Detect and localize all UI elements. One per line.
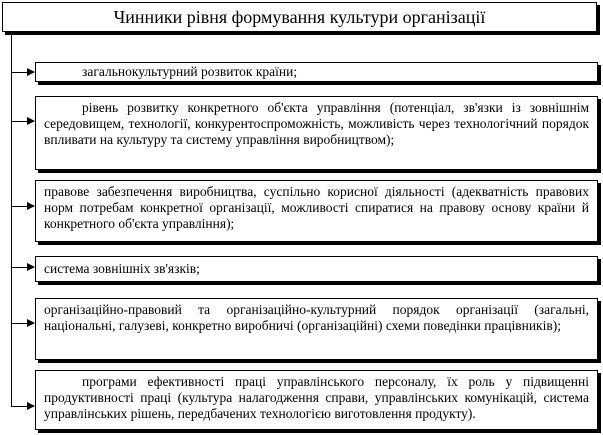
arrow-5 — [11, 323, 34, 324]
factor-box-5 — [35, 298, 598, 360]
arrow-2 — [11, 121, 34, 122]
arrow-3 — [11, 206, 34, 207]
factor-box-3 — [35, 180, 598, 242]
diagram-title-box — [2, 2, 597, 32]
factor-text-4: система зовнішніх зв'язків; — [44, 261, 200, 276]
factor-text-2: рівень розвитку конкретного об'єкта управління (потенціал, зв'язки із зовнішнім середовищем, технології, конкурентоспроможність, можливість через технологічний порядок впливати на культуру та систему управління виробництвом); — [44, 100, 589, 147]
arrow-1 — [11, 72, 34, 73]
factor-box-1 — [35, 62, 598, 82]
factor-box-6 — [35, 370, 598, 430]
trunk-line — [11, 35, 12, 406]
factor-box-4 — [35, 256, 598, 282]
factor-text-6: програми ефективності праці управлінського персоналу, їх роль у підвищенні продуктивності праці (культура налагодження справи, управлінських комунікацій, система управлінських рішень, передбачених технологією виготовлення продукту). — [44, 374, 589, 421]
factor-box-2 — [35, 96, 598, 170]
arrow-6 — [11, 406, 34, 407]
factor-text-1: загальнокультурний розвиток країни; — [82, 64, 298, 79]
factor-text-3: правове забезпечення виробництва, суспільно корисної діяльності (адекватність правових норм потребам конкретної організації, можливості спиратися на правову основу країни й конкретного об'єкта управління); — [44, 184, 589, 231]
factor-text-5: організаційно-правовий та організаційно-культурний порядок організації (загальні, національні, галузеві, конкретно виробничі (організаційні) схеми поведінки працівників); — [44, 302, 589, 333]
diagram-title: Чинники рівня формування культури організації — [113, 6, 486, 27]
arrow-4 — [11, 267, 34, 268]
